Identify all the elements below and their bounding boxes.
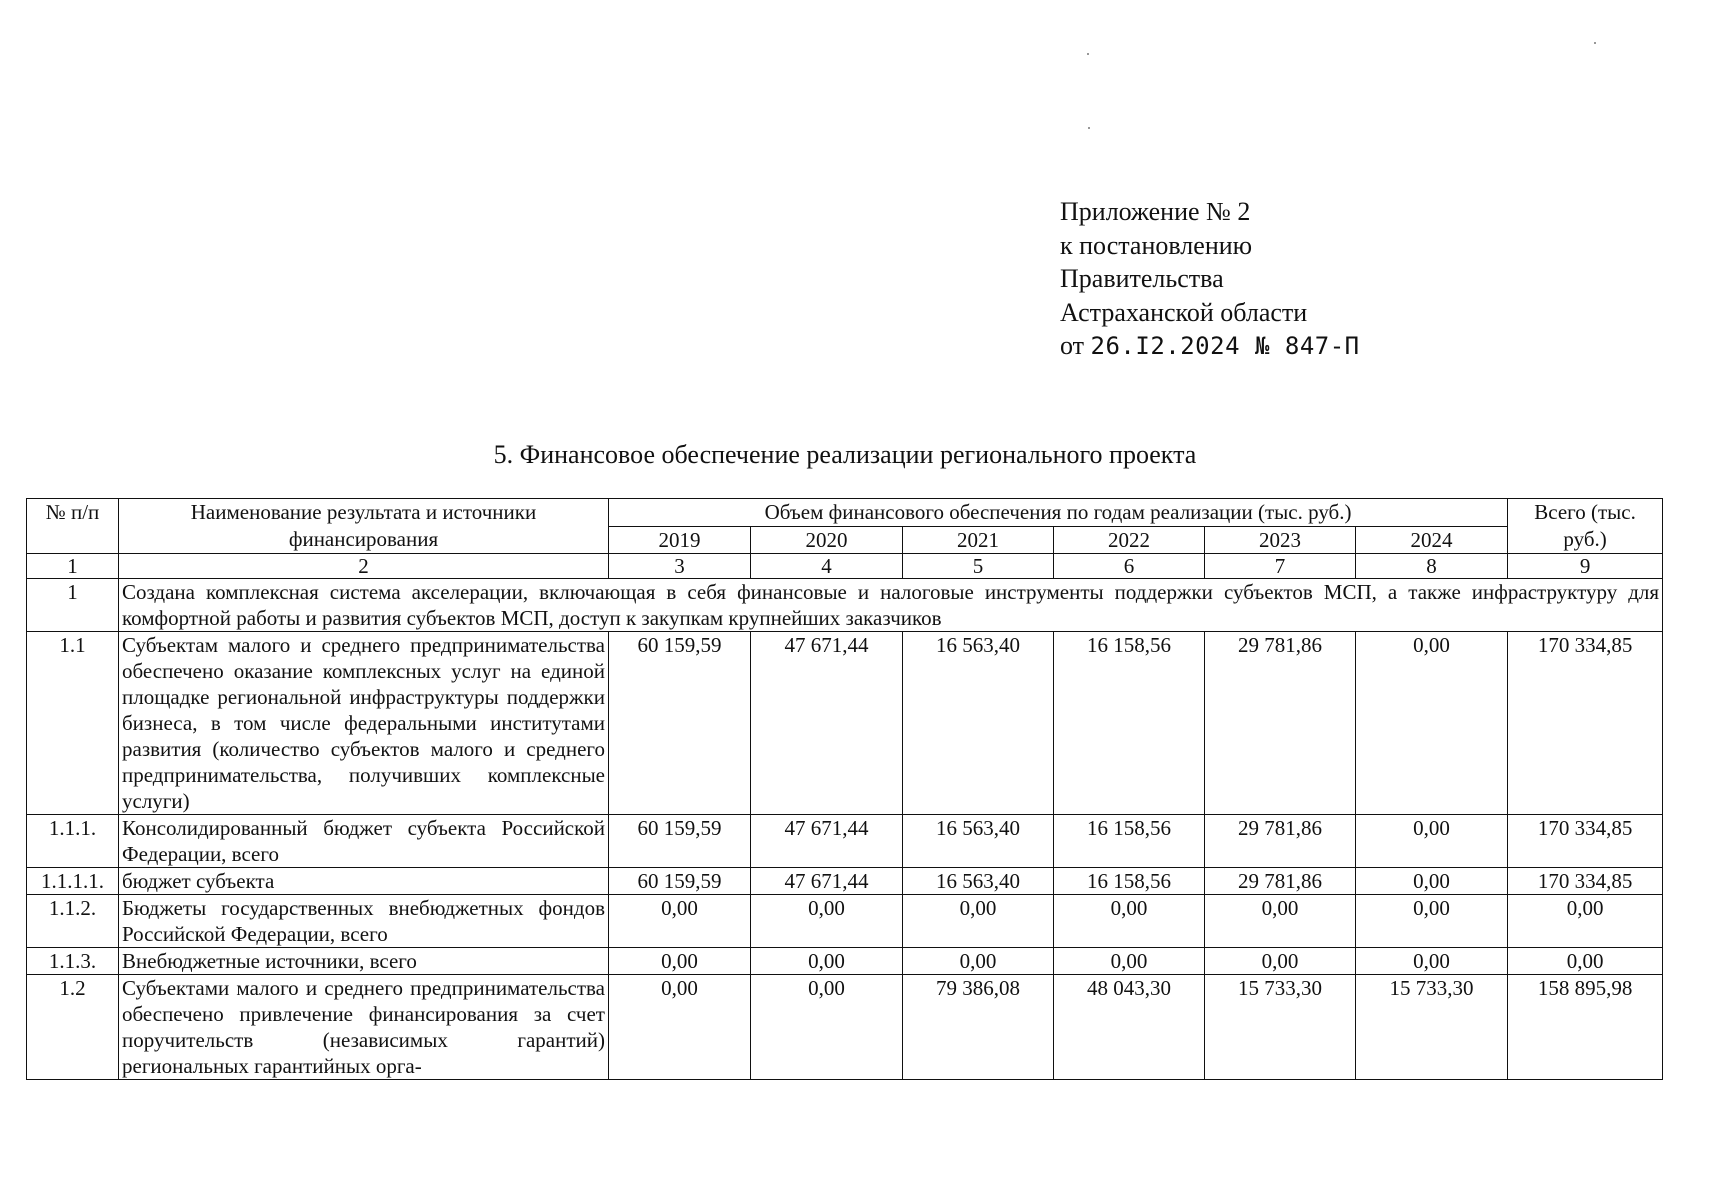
row-num: 1.1.1.: [27, 815, 119, 868]
row-num: 1.2: [27, 975, 119, 1080]
row-num: 1.1.2.: [27, 895, 119, 948]
appendix-line: Астраханской области: [1060, 297, 1308, 327]
table-row: [27, 895, 1663, 948]
row-total: 170 334,85: [1508, 868, 1663, 895]
row-value: 79 386,08: [903, 975, 1054, 1080]
column-number: 7: [1205, 554, 1356, 579]
row-name: Субъектами малого и среднего предпринимательства обеспечено привлечение финансирования за счет поручительств (независимых гарантий) региональных гарантийных орга-: [119, 975, 609, 1080]
row-name: бюджет субъекта: [119, 868, 609, 895]
row-value: 0,00: [751, 975, 903, 1080]
column-number: 1: [27, 554, 119, 579]
row-value: 15 733,30: [1205, 975, 1356, 1080]
column-number: 5: [903, 554, 1054, 579]
row-value: 0,00: [609, 948, 751, 975]
row-value: 0,00: [1205, 895, 1356, 948]
row-total: 0,00: [1508, 948, 1663, 975]
header-year: 2021: [903, 526, 1054, 554]
column-number: 2: [119, 554, 609, 579]
row-value: 29 781,86: [1205, 815, 1356, 868]
header-num: № п/п: [27, 499, 119, 554]
row-value: 0,00: [751, 948, 903, 975]
row-value: 0,00: [903, 895, 1054, 948]
section-title: 5. Финансовое обеспечение реализации регионального проекта: [493, 440, 1197, 469]
header-year: 2019: [609, 526, 751, 554]
scan-speck: [1594, 42, 1596, 44]
header-year: 2023: [1205, 526, 1356, 554]
row-value: 16 563,40: [903, 815, 1054, 868]
row-name: Бюджеты государственных внебюджетных фондов Российской Федерации, всего: [119, 895, 609, 948]
row-total: 170 334,85: [1508, 632, 1663, 815]
row-value: 60 159,59: [609, 868, 751, 895]
row-value: 0,00: [1356, 632, 1508, 815]
row-value: 60 159,59: [609, 815, 751, 868]
table-row: [27, 948, 1663, 975]
header-year: 2020: [751, 526, 903, 554]
header-total: Всего (тыс. руб.): [1508, 499, 1663, 554]
row-value: 16 158,56: [1054, 632, 1205, 815]
row-num: 1.1.3.: [27, 948, 119, 975]
row-value: 60 159,59: [609, 632, 751, 815]
header-year: 2022: [1054, 526, 1205, 554]
row-value: 29 781,86: [1205, 868, 1356, 895]
row-num: 1: [27, 579, 119, 632]
row-value: 0,00: [751, 895, 903, 948]
row-value: 0,00: [1205, 948, 1356, 975]
column-number: 3: [609, 554, 751, 579]
scan-speck: [1088, 127, 1090, 129]
row-value: 48 043,30: [1054, 975, 1205, 1080]
group-row: [27, 579, 1663, 632]
row-value: 0,00: [1356, 815, 1508, 868]
header-volume: Объем финансового обеспечения по годам реализации (тыс. руб.): [609, 499, 1508, 527]
row-value: 0,00: [1356, 948, 1508, 975]
row-num: 1.1.1.1.: [27, 868, 119, 895]
row-value: 15 733,30: [1356, 975, 1508, 1080]
header-year: 2024: [1356, 526, 1508, 554]
appendix-line: Правительства: [1060, 264, 1224, 293]
row-value: 0,00: [609, 975, 751, 1080]
row-value: 0,00: [1054, 895, 1205, 948]
table-row: [27, 632, 1663, 815]
financing-table: [26, 498, 1663, 1080]
row-value: 47 671,44: [751, 632, 903, 815]
date-stamp: 26.I2.2024 № 847-П: [1090, 332, 1360, 360]
column-number: 4: [751, 554, 903, 579]
row-total: 0,00: [1508, 895, 1663, 948]
header-name: Наименование результата и источники финансирования: [119, 499, 609, 554]
group-text: Создана комплексная система акселерации, включающая в себя финансовые и налоговые инструменты поддержки субъектов МСП, а также инфраструктуру для комфортной работы и развития субъектов МСП, доступ к закупкам крупнейших заказчиков: [119, 579, 1663, 632]
row-value: 29 781,86: [1205, 632, 1356, 815]
table-row: [27, 815, 1663, 868]
column-numbers-row: [27, 554, 1663, 579]
row-value: 0,00: [1054, 948, 1205, 975]
row-value: 0,00: [609, 895, 751, 948]
row-value: 0,00: [1356, 895, 1508, 948]
appendix-line: к постановлению: [1060, 230, 1253, 260]
appendix-date-line: [1060, 329, 1360, 364]
appendix-note: [1060, 195, 1360, 364]
date-prefix: от: [1060, 331, 1085, 360]
scan-speck: [1087, 53, 1089, 55]
table-row: [27, 975, 1663, 1080]
column-number: 6: [1054, 554, 1205, 579]
row-total: 170 334,85: [1508, 815, 1663, 868]
row-value: 47 671,44: [751, 868, 903, 895]
row-value: 16 158,56: [1054, 815, 1205, 868]
row-total: 158 895,98: [1508, 975, 1663, 1080]
row-num: 1.1: [27, 632, 119, 815]
header-row: [27, 499, 1663, 527]
appendix-line: Приложение № 2: [1060, 197, 1251, 226]
column-number: 9: [1508, 554, 1663, 579]
row-name: Внебюджетные источники, всего: [119, 948, 609, 975]
table-row: [27, 868, 1663, 895]
row-value: 16 563,40: [903, 868, 1054, 895]
row-value: 16 158,56: [1054, 868, 1205, 895]
row-name: Консолидированный бюджет субъекта Российской Федерации, всего: [119, 815, 609, 868]
row-name: Субъектам малого и среднего предпринимательства обеспечено оказание комплексных услуг на единой площадке региональной инфраструктуры поддержки бизнеса, в том числе федеральными институтами развития (количество субъектов малого и среднего предпринимательства, получивших комплексные услуги): [119, 632, 609, 815]
row-value: 0,00: [903, 948, 1054, 975]
row-value: 16 563,40: [903, 632, 1054, 815]
row-value: 0,00: [1356, 868, 1508, 895]
column-number: 8: [1356, 554, 1508, 579]
row-value: 47 671,44: [751, 815, 903, 868]
